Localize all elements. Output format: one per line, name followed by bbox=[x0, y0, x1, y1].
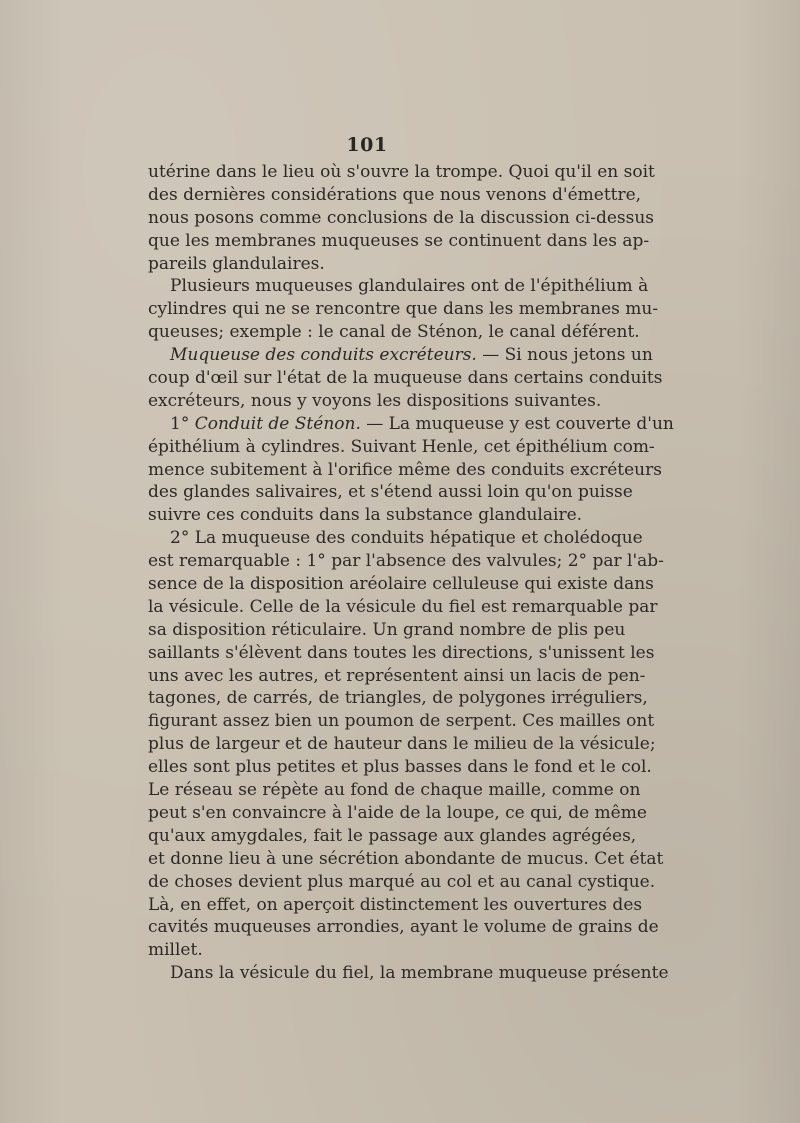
text-line: excréteurs, nous y voyons les dispositions suivantes. bbox=[148, 390, 602, 411]
text-line: Muqueuse des conduits excréteurs. — Si nous jetons un bbox=[170, 345, 653, 366]
text-line: suivre ces conduits dans la substance glandulaire. bbox=[148, 505, 583, 526]
page-number: 101 bbox=[346, 134, 388, 156]
text-line: Dans la vésicule du fiel, la membrane muqueuse présente bbox=[170, 963, 669, 984]
text-line: utérine dans le lieu où s'ouvre la trompe. Quoi qu'il en soit bbox=[148, 162, 655, 182]
text-line: Là, en effet, on aperçoit distinctement les ouvertures des bbox=[148, 894, 643, 915]
text-line: est remarquable : 1° par l'absence des valvules; 2° par l'ab- bbox=[148, 551, 664, 572]
text-line: la vésicule. Celle de la vésicule du fiel est remarquable par bbox=[148, 596, 658, 617]
section-heading: Conduit de Sténon. bbox=[194, 413, 361, 434]
body-text bbox=[148, 161, 674, 985]
text-line: peut s'en convaincre à l'aide de la loupe, ce qui, de même bbox=[148, 802, 647, 823]
text-line: plus de largeur et de hauteur dans le milieu de la vésicule; bbox=[148, 734, 656, 755]
text-line: et donne lieu à une sécrétion abondante de mucus. Cet état bbox=[148, 848, 664, 869]
section-heading: Muqueuse des conduits excréteurs. bbox=[170, 345, 477, 366]
text-line: millet. bbox=[148, 940, 203, 961]
text-line: elles sont plus petites et plus basses dans le fond et le col. bbox=[148, 757, 652, 778]
text-line: tagones, de carrés, de triangles, de polygones irréguliers, bbox=[148, 688, 648, 709]
text-line: cylindres qui ne se rencontre que dans les membranes mu- bbox=[148, 299, 659, 320]
text-line: Le réseau se répète au fond de chaque maille, comme on bbox=[148, 780, 641, 801]
text-line: mence subitement à l'orifice même des conduits excréteurs bbox=[148, 459, 662, 480]
text-line: figurant assez bien un poumon de serpent. Ces mailles ont bbox=[148, 711, 655, 732]
text-line: cavités muqueuses arrondies, ayant le volume de grains de bbox=[148, 917, 659, 938]
text-line: que les membranes muqueuses se continuent dans les ap- bbox=[148, 230, 650, 251]
text-line: queuses; exemple : le canal de Sténon, le canal déférent. bbox=[148, 322, 640, 343]
text-line: sence de la disposition aréolaire celluleuse qui existe dans bbox=[148, 574, 654, 595]
text-line: de choses devient plus marqué au col et au canal cystique. bbox=[148, 871, 656, 892]
text-line: qu'aux amygdales, fait le passage aux glandes agrégées, bbox=[148, 825, 637, 846]
text-line: des dernières considérations que nous venons d'émettre, bbox=[148, 184, 642, 205]
text-line: saillants s'élèvent dans toutes les directions, s'unissent les bbox=[148, 642, 655, 663]
text-line: des glandes salivaires, et s'étend aussi loin qu'on puisse bbox=[148, 482, 633, 503]
text-line: coup d'œil sur l'état de la muqueuse dans certains conduits bbox=[148, 368, 663, 389]
text-line: nous posons comme conclusions de la discussion ci-dessus bbox=[148, 207, 655, 228]
text-line: uns avec les autres, et représentent ainsi un lacis de pen- bbox=[148, 665, 646, 686]
text-line: 2° La muqueuse des conduits hépatique et cholédoque bbox=[170, 528, 643, 549]
text-line: Plusieurs muqueuses glandulaires ont de l'épithélium à bbox=[170, 276, 649, 297]
text-line: pareils glandulaires. bbox=[148, 253, 325, 274]
text-line: 1° Conduit de Sténon. — La muqueuse y est couverte d'un bbox=[170, 413, 674, 434]
text-line: sa disposition réticulaire. Un grand nombre de plis peu bbox=[148, 619, 626, 640]
text-line: épithélium à cylindres. Suivant Henle, cet épithélium com- bbox=[148, 436, 655, 457]
